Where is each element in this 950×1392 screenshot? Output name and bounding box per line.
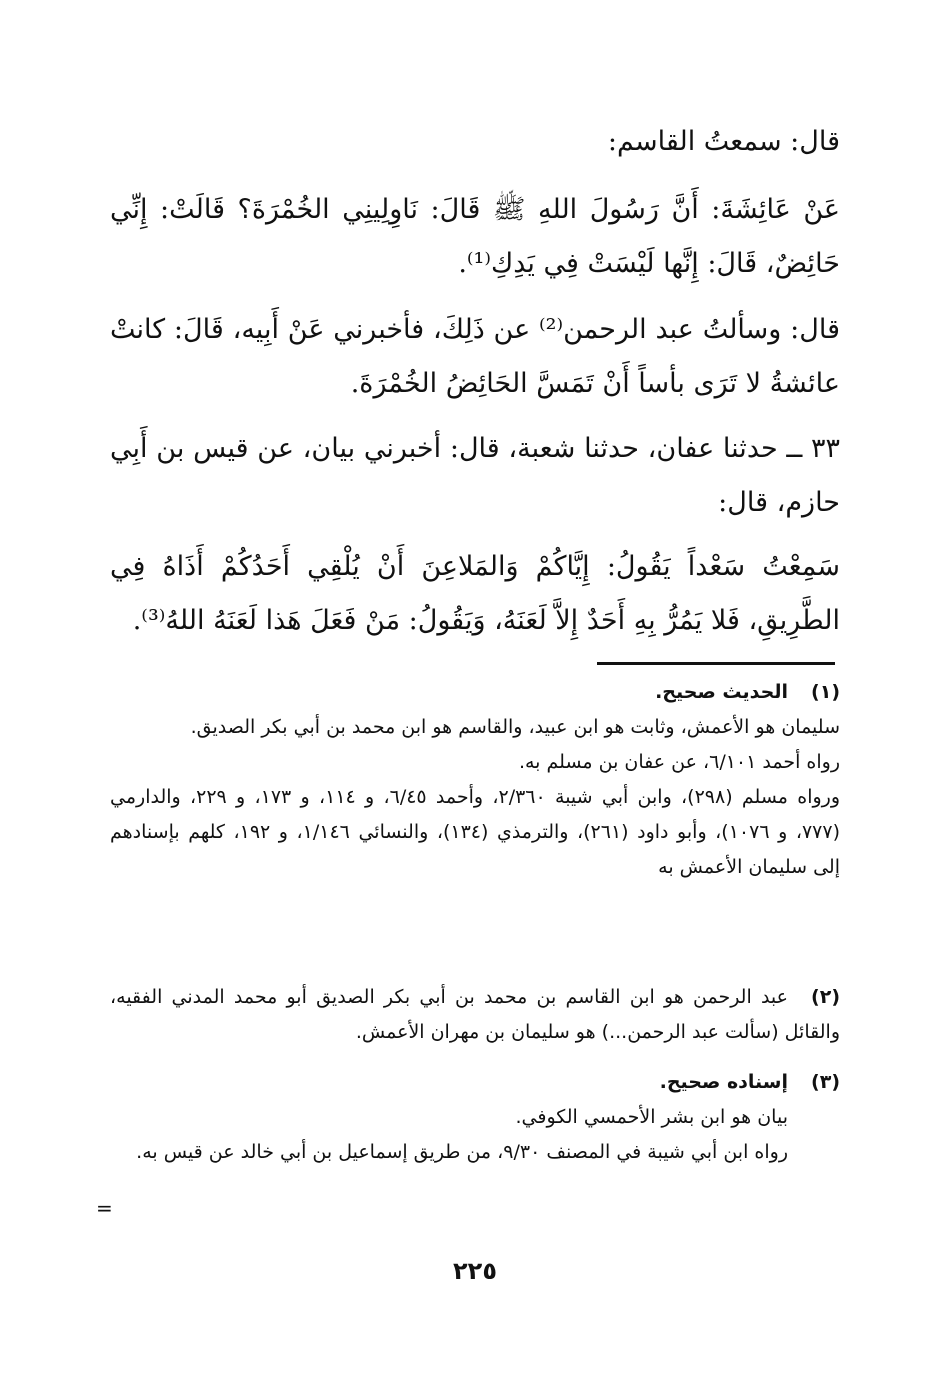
footnote-line: سليمان هو الأعمش، وثابت هو ابن عبيد، والقاسم هو ابن محمد بن أبي بكر الصديق.: [190, 716, 840, 738]
footnote-heading: الحديث صحيح.: [655, 681, 788, 703]
footnote-line: بيان هو ابن بشر الأحمسي الكوفي.: [515, 1106, 788, 1128]
paragraph-text: قال: سمعتُ القاسم:: [607, 126, 840, 157]
continuation-mark: =: [96, 1196, 113, 1220]
paragraph-text: ٣٣ ــ حدثنا عفان، حدثنا شعبة، قال: أخبرني بيان، عن قيس بن أَبِي حازم، قال:: [110, 433, 840, 518]
page-number: ٢٢٥: [453, 1257, 497, 1285]
main-paragraph-2: [110, 183, 840, 291]
footnote-3: [110, 1065, 840, 1170]
main-paragraph-3: [110, 303, 840, 411]
footnote-line: رواه أحمد ٦/١٠١، عن عفان بن مسلم به.: [518, 751, 840, 773]
footnote-heading: إسناده صحيح.: [659, 1071, 788, 1093]
footnote-2: [110, 980, 840, 1050]
footnote-1: [110, 675, 840, 885]
footnote-text: عبد الرحمن هو ابن القاسم بن محمد بن أبي بكر الصديق أبو محمد المدني الفقيه، والقائل (سألت عبد الرحمن...) هو سليمان بن مهران الأعمش.: [110, 986, 840, 1043]
footnote-line: ورواه مسلم (٢٩٨)، وابن أبي شيبة ٢/٣٦٠، وأحمد ٦/٤٥، و ١١٤، و ١٧٣، و ٢٢٩، والدارمي (٧٧٧، و ١٠٧٦)، وأبو داود (٢٦١)، والترمذي (١٣٤)، والنسائي ١/١٤٦، و ١٩٢، كلهم بإسنادهم إلى سليمان الأعمش به: [110, 786, 841, 878]
paragraph-text: عَنْ عَائِشَةَ: أَنَّ رَسُولَ اللهِ ﷺ قَالَ: نَاوِلِينِي الخُمْرَةَ؟ قَالَتْ: إِنِّي حَائِضٌ، قَالَ: إِنَّها لَيْسَتْ فِي يَدِكِ⁽¹⁾.: [110, 194, 840, 279]
hadith-33-isnad: [110, 422, 840, 530]
footnote-line: رواه ابن أبي شيبة في المصنف ٩/٣٠، من طريق إسماعيل بن أبي خالد عن قيس به.: [136, 1141, 788, 1163]
footnote-number: (٣): [811, 1071, 840, 1093]
paragraph-text: سَمِعْتُ سَعْداً يَقُولُ: إِيَّاكُمْ وَالمَلاعِنَ أَنْ يُلْقِي أَحَدُكُمْ أَذَاهُ فِي الطَّرِيقِ، فَلا يَمُرُّ بِهِ أَحَدٌ إِلاَّ لَعَنَهُ، وَيَقُولُ: مَنْ فَعَلَ هَذا لَعَنَهُ اللهُ⁽³⁾.: [110, 551, 840, 636]
paragraph-text: قال: وسألتُ عبد الرحمن⁽²⁾ عن ذَلِكَ، فأخبرني عَنْ أَبِيه، قَالَ: كانتْ عائشةُ لا تَرَى بأساً أَنْ تَمَسَّ الحَائِضُ الخُمْرَةَ.: [110, 314, 840, 399]
main-paragraph-1: [110, 115, 840, 169]
footnote-separator: [597, 662, 835, 665]
footnote-number: (٢): [811, 986, 840, 1008]
footnote-number: (١): [811, 681, 840, 703]
hadith-33-matn: [110, 540, 840, 648]
